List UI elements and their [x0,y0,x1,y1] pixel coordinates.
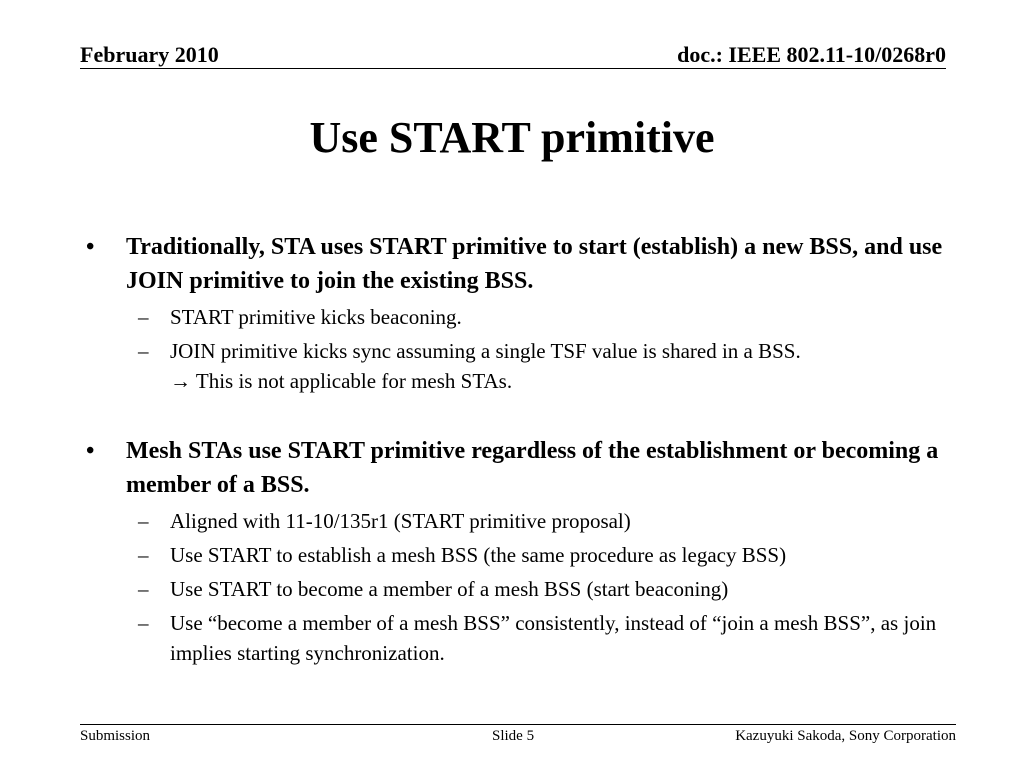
sub-bullet-2-3 [80,574,964,604]
sub-bullet-1-2-text: JOIN primitive kicks sync assuming a single TSF value is shared in a BSS. [170,339,801,363]
dash-icon: – [138,611,149,635]
sub-bullet-2-3-text: Use START to become a member of a mesh BSS (start beaconing) [170,577,729,601]
bullet-1-text: Traditionally, STA uses START primitive to start (establish) a new BSS, and use JOIN primitive to join the existing BSS. [126,234,943,294]
footer-author: Kazuyuki Sakoda, Sony Corporation [735,728,956,744]
sub-bullet-2-4-text: Use “become a member of a mesh BSS” consistently, instead of “join a mesh BSS”, as join implies starting synchronization. [170,611,937,665]
sub-bullet-1-1 [80,302,964,332]
sub-bullet-1-2 [80,336,964,396]
sub-bullet-2-2 [80,540,964,570]
sub-bullet-1-2-note: This is not applicable for mesh STAs. [195,369,513,393]
footer-slide-number: Slide 5 [492,728,535,744]
bullet-icon: • [86,438,95,464]
sub-bullet-2-1 [80,506,964,536]
dash-icon: – [138,305,149,329]
bullet-2-text: Mesh STAs use START primitive regardless of the establishment or becoming a member of a BSS. [126,438,939,498]
sub-bullet-2-4 [80,608,964,668]
slide-title: Use START primitive [309,113,715,162]
arrow-right-icon: → [170,369,191,393]
dash-icon: – [138,543,149,567]
slide-body [80,230,964,668]
sub-bullet-1-1-text: START primitive kicks beaconing. [170,305,462,329]
sub-bullet-2-1-text: Aligned with 11-10/135r1 (START primitive proposal) [170,509,631,533]
dash-icon: – [138,339,149,363]
bullet-icon: • [86,234,95,260]
header-divider [80,68,946,69]
dash-icon: – [138,509,149,533]
bullet-2 [80,434,964,502]
header-doc-id: doc.: IEEE 802.11-10/0268r0 [677,42,946,67]
sub-bullet-2-2-text: Use START to establish a mesh BSS (the same procedure as legacy BSS) [170,543,787,567]
footer-divider [80,724,956,725]
dash-icon: – [138,577,149,601]
bullet-1 [80,230,964,298]
header-date: February 2010 [80,42,219,67]
footer-submission: Submission [80,728,151,744]
